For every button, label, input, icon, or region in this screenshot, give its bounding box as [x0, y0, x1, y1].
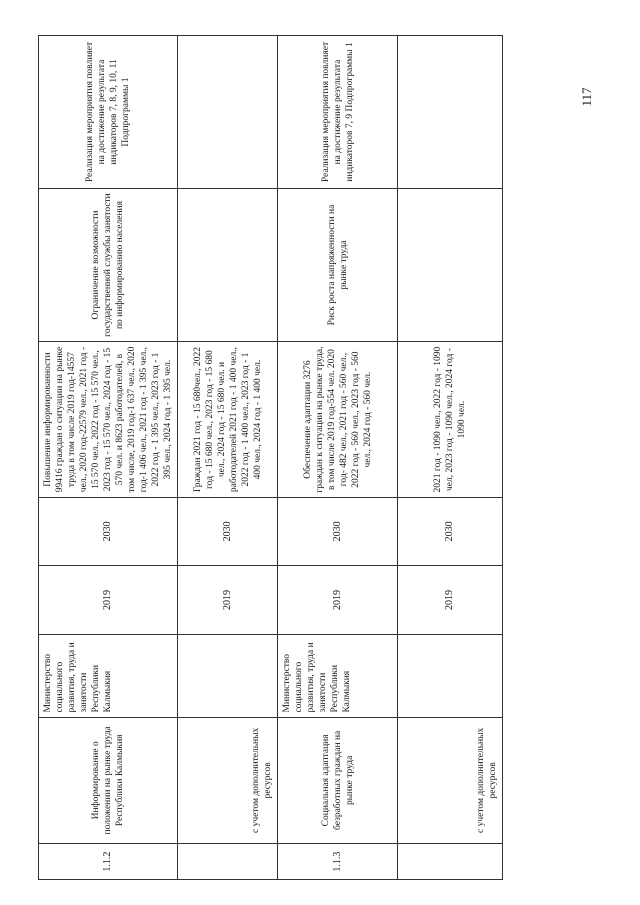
end-year: 2030 [278, 498, 398, 566]
row-number [178, 844, 278, 880]
indicator-impact: Реализация мероприятия повлияет на достижение результата индикаторов 7, 9 Подпрограммы 1 [278, 36, 398, 189]
end-year: 2030 [178, 498, 278, 566]
measure-name: Информирование о положении на рынке труда Республики Калмыкия [39, 717, 178, 844]
indicator-impact [178, 36, 278, 189]
start-year: 2019 [178, 565, 278, 635]
measures-table [38, 35, 503, 880]
page-number: 117 [579, 87, 594, 107]
start-year: 2019 [398, 565, 503, 635]
indicator-impact [398, 36, 503, 189]
risk-description [178, 189, 278, 342]
row-number [398, 844, 503, 880]
measure-name: Социальная адаптация безработных граждан на рынке труда [278, 717, 398, 844]
table-row [178, 36, 278, 880]
executor [398, 635, 503, 717]
expected-result: Обеспечение адаптации 3276 граждан к ситуации на рынке труда, в том числе 2019 год-554 чел. 2020 год- 482 чел., 2021 год - 560 чел., 2022 год - 560 чел., 2023 год - 560 чел., 2024 год - 560 чел. [278, 342, 398, 498]
table-row [398, 36, 503, 880]
start-year: 2019 [39, 565, 178, 635]
indicator-impact: Реализация мероприятия повлияет на достижение результата индикаторов 7, 8, 9, 10, 11 Подпрограммы 1 [39, 36, 178, 189]
risk-description: Риск роста напряженности на рынке труда [278, 189, 398, 342]
row-number: 1.1.3 [278, 844, 398, 880]
risk-description [398, 189, 503, 342]
executor: Министерство социального развития, труда и занятости Республики Калмыкия [278, 635, 398, 717]
measure-name: с учетом дополнительных ресурсов [398, 717, 503, 844]
executor: Министерство социального развития, труда и занятости Республики Калмыкия [39, 635, 178, 717]
row-number: 1.1.2 [39, 844, 178, 880]
rotated-table-container [38, 35, 498, 880]
end-year: 2030 [39, 498, 178, 566]
expected-result: Граждан 2021 год - 15 680чел., 2022 год - 15 680 чел., 2023 год - 15 680 чел., 2024 год - 15 680 чел. и работодателей 2021 год - 1 400 чел., 2022 год - 1 400 чел., 2023 год - 1 400 чел., 2024 год - 1 400 чел. [178, 342, 278, 498]
executor [178, 635, 278, 717]
expected-result: 2021 год - 1090 чел., 2022 год - 1090 чел, 2023 год - 1090 чел., 2024 год - 1090 чел. [398, 342, 503, 498]
measure-name: с учетом дополнительных ресурсов [178, 717, 278, 844]
end-year: 2030 [398, 498, 503, 566]
risk-description: Ограничение возможности государственной службы занятости по информированию населения [39, 189, 178, 342]
start-year: 2019 [278, 565, 398, 635]
expected-result: Повышение информированности 99416 граждан о ситуации на рынке труда в том числе 2019 год-14557 чел., 2020 год-22579 чел., 2021 год - 15 570 чел., 2022 год - 15 570 чел., 2023 год - 15 570 чел., 2024 год - 15 570 чел. и 8623 работодателей, в том числе, 2019 год-1 637 чел., 2020 год-1 406 чел., 2021 год - 1 395 чел., 2022 год - 1 395 чел., 2023 год - 1 395 чел., 2024 год - 1 395 чел. [39, 342, 178, 498]
table-row [39, 36, 178, 880]
table-row [278, 36, 398, 880]
